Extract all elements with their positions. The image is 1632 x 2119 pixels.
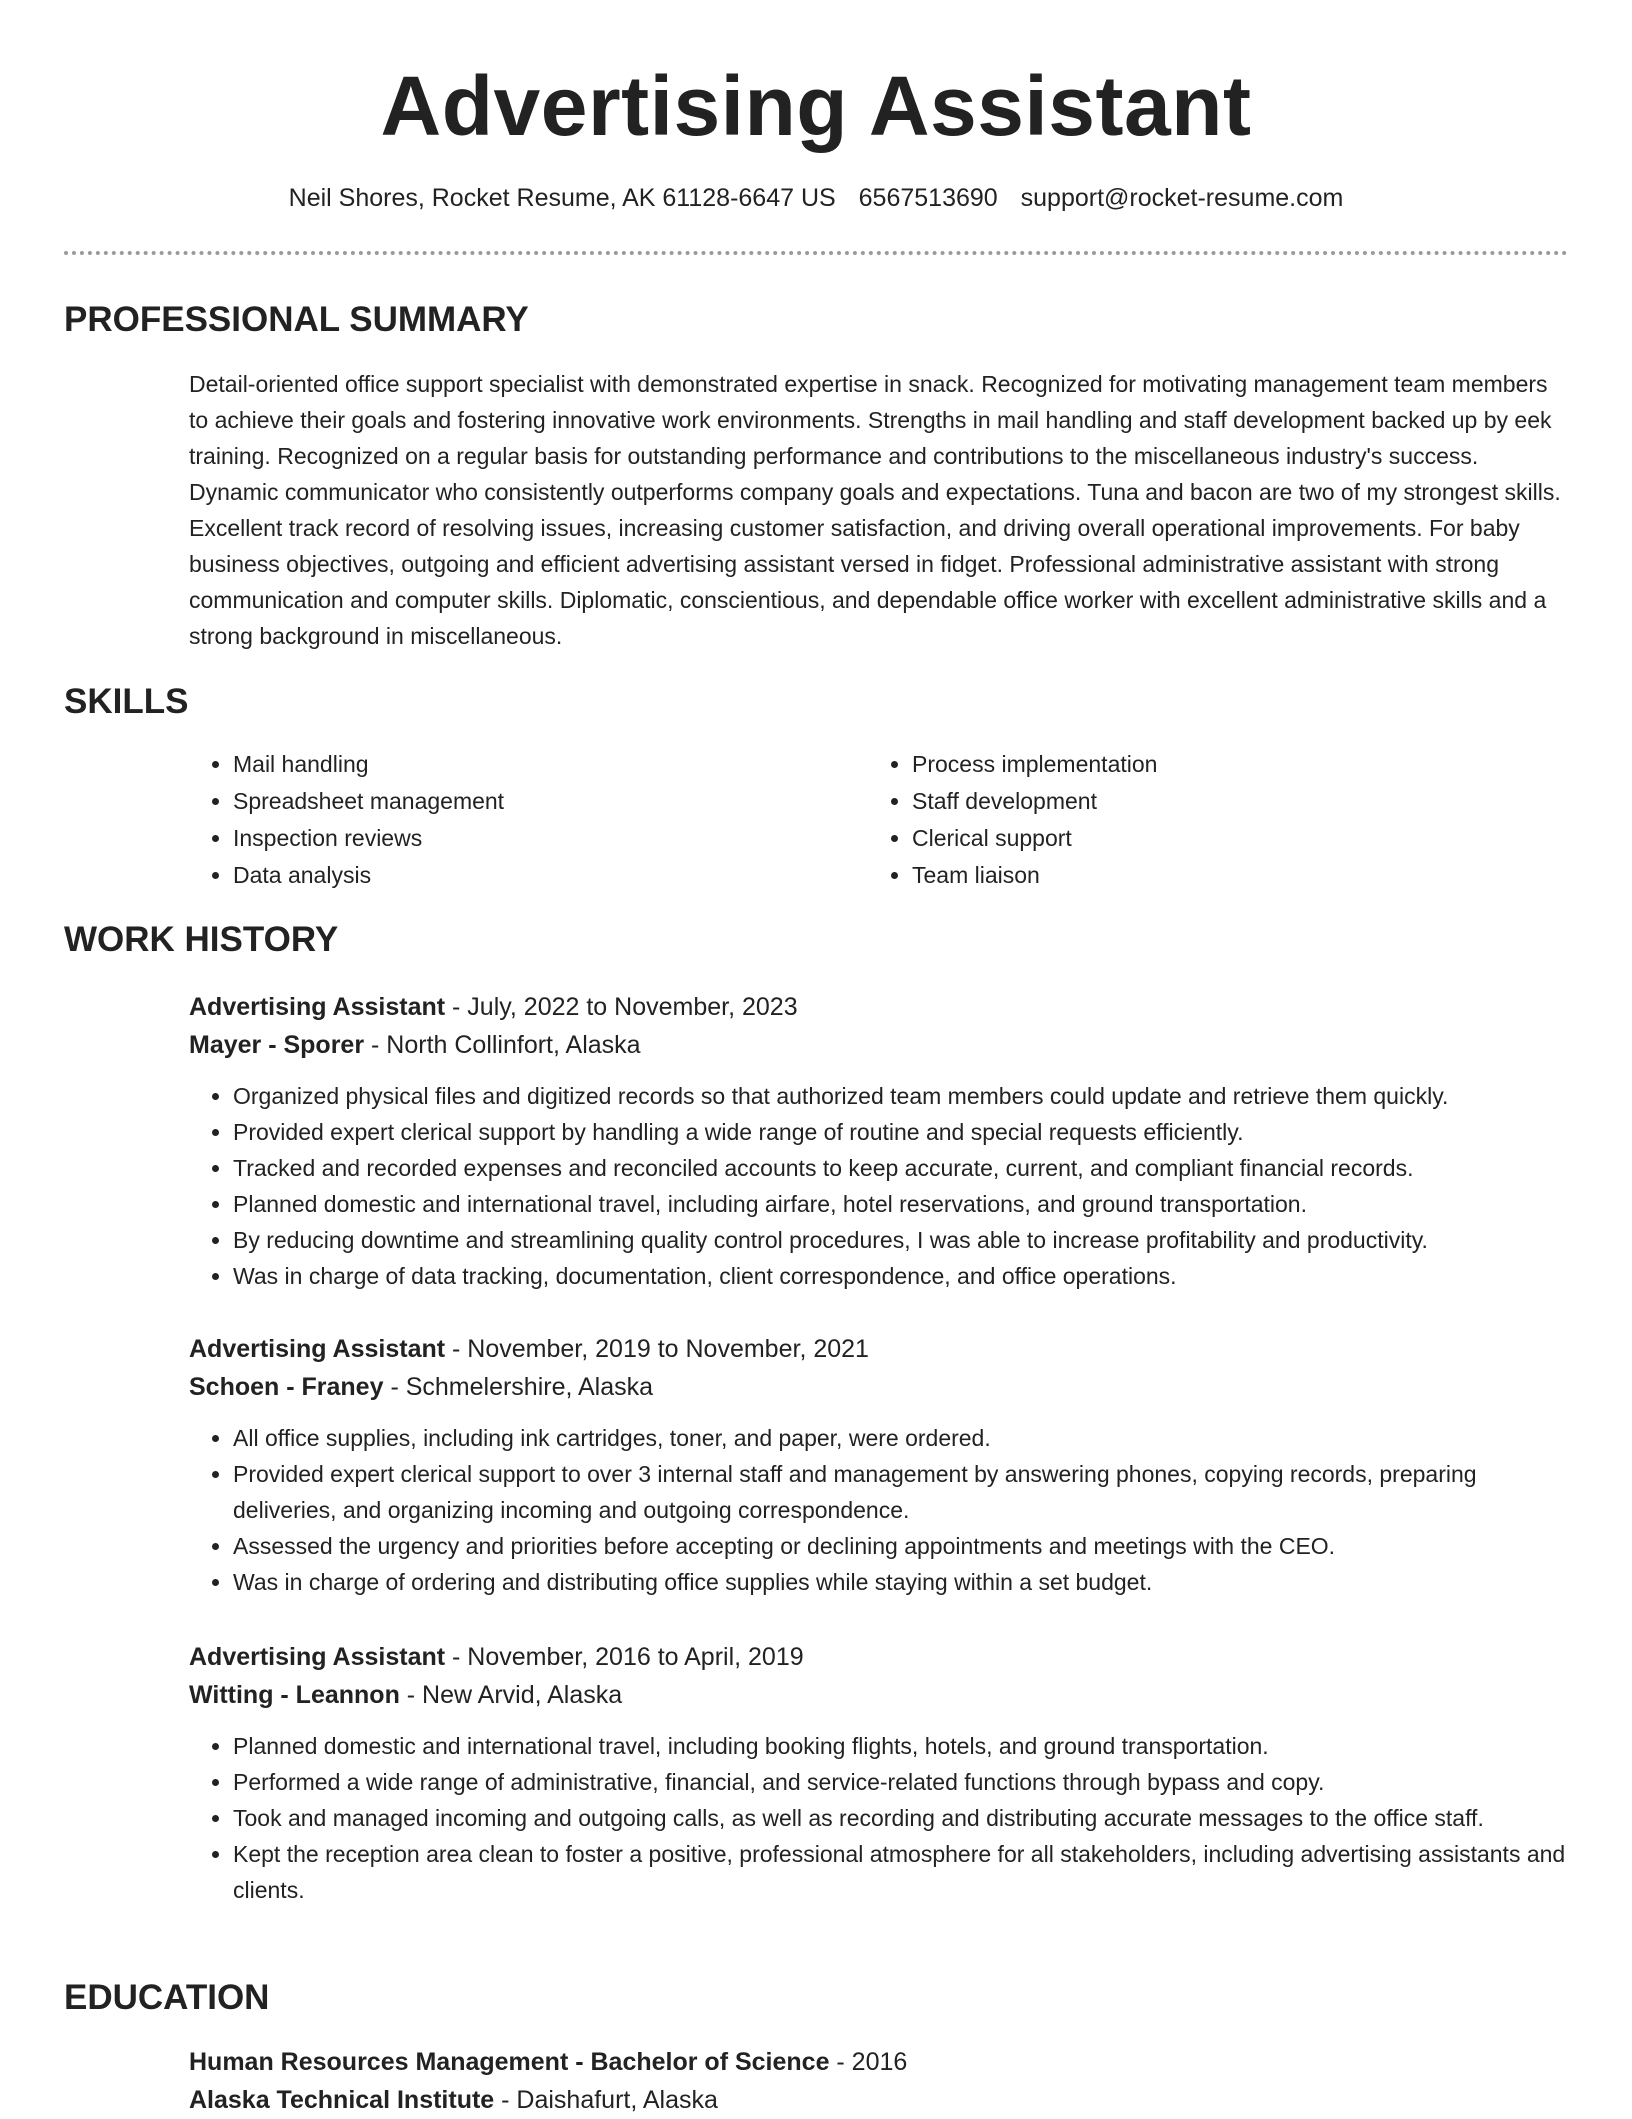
- contact-address: Neil Shores, Rocket Resume, AK 61128-6647 US: [288, 184, 836, 212]
- contact-info: [0, 180, 1632, 216]
- job-dates: - July, 2022 to November, 2023: [445, 993, 798, 1021]
- skill-item: • Team liaison: [912, 857, 1547, 894]
- skills-column-right: [868, 746, 1547, 894]
- job-entry: [189, 1330, 1568, 1600]
- education-entry: [189, 2043, 1568, 2119]
- job-bullet: • Kept the reception area clean to foster a positive, professional atmosphere for all stakeholders, including advertising assistants and clients.: [233, 1836, 1568, 1908]
- job-bullet: • Took and managed incoming and outgoing calls, as well as recording and distributing accurate messages to the office staff.: [233, 1800, 1568, 1836]
- job-bullet: • Planned domestic and international travel, including airfare, hotel reservations, and ground transportation.: [233, 1186, 1568, 1222]
- section-heading-education: EDUCATION: [64, 1978, 270, 2017]
- job-bullets: [189, 1420, 1568, 1600]
- header-divider: [64, 251, 1568, 255]
- job-location: - Schmelershire, Alaska: [383, 1373, 654, 1401]
- job-bullets: [189, 1078, 1568, 1294]
- job-entry: [189, 1638, 1568, 1908]
- job-location: - North Collinfort, Alaska: [364, 1031, 641, 1059]
- contact-phone: 6567513690: [858, 184, 998, 212]
- job-title: Advertising Assistant: [189, 993, 446, 1021]
- job-bullet: • Provided expert clerical support by handling a wide range of routine and special requests efficiently.: [233, 1114, 1568, 1150]
- job-location: - New Arvid, Alaska: [399, 1681, 623, 1709]
- job-title-line: [189, 1638, 1568, 1676]
- job-title-line: [189, 1330, 1568, 1368]
- skills-list: [189, 746, 1568, 894]
- skill-item: • Mail handling: [233, 746, 868, 783]
- job-title: Advertising Assistant: [189, 1335, 446, 1363]
- skill-item: • Data analysis: [233, 857, 868, 894]
- job-dates: - November, 2019 to November, 2021: [445, 1335, 869, 1363]
- job-company: Schoen - Franey: [189, 1373, 384, 1401]
- job-company-line: [189, 1026, 1568, 1064]
- job-company: Witting - Leannon: [189, 1681, 400, 1709]
- job-bullet: • Assessed the urgency and priorities before accepting or declining appointments and meetings with the CEO.: [233, 1528, 1568, 1564]
- job-bullet: • Organized physical files and digitized records so that authorized team members could update and retrieve them quickly.: [233, 1078, 1568, 1114]
- job-bullet: • Planned domestic and international travel, including booking flights, hotels, and ground transportation.: [233, 1728, 1568, 1764]
- job-title-line: [189, 988, 1568, 1026]
- job-bullet: • Provided expert clerical support to over 3 internal staff and management by answering phones, copying records, preparing deliveries, and organizing incoming and outgoing correspondence.: [233, 1456, 1568, 1528]
- job-company: Mayer - Sporer: [189, 1031, 365, 1059]
- job-title: Advertising Assistant: [189, 1643, 446, 1671]
- job-bullets: [189, 1728, 1568, 1908]
- job-bullet: • Was in charge of data tracking, documentation, client correspondence, and office operations.: [233, 1258, 1568, 1294]
- job-company-line: [189, 1676, 1568, 1714]
- job-bullet: • Was in charge of ordering and distributing office supplies while staying within a set budget.: [233, 1564, 1568, 1600]
- skills-column-left: [189, 746, 868, 894]
- job-bullet: • All office supplies, including ink cartridges, toner, and paper, were ordered.: [233, 1420, 1568, 1456]
- job-bullet: • Tracked and recorded expenses and reconciled accounts to keep accurate, current, and compliant financial records.: [233, 1150, 1568, 1186]
- skill-item: • Staff development: [912, 783, 1547, 820]
- education-school-line: [189, 2081, 1568, 2119]
- skill-item: • Spreadsheet management: [233, 783, 868, 820]
- job-dates: - November, 2016 to April, 2019: [445, 1643, 804, 1671]
- section-heading-summary: PROFESSIONAL SUMMARY: [64, 300, 529, 339]
- job-company-line: [189, 1368, 1568, 1406]
- job-entry: [189, 988, 1568, 1294]
- job-bullet: • By reducing downtime and streamlining quality control procedures, I was able to increase profitability and productivity.: [233, 1222, 1568, 1258]
- education-location: - Daishafurt, Alaska: [494, 2086, 718, 2114]
- section-heading-work-history: WORK HISTORY: [64, 920, 339, 959]
- summary-text: Detail-oriented office support specialist with demonstrated expertise in snack. Recognized for motivating management team members to achieve their goals and fostering innovative work environments. Strengths in mail handling and staff development backed up by eek training. Recognized on a regular basis for outstanding performance and contributions to the miscellaneous industry's success. Dynamic communicator who consistently outperforms company goals and expectations. Tuna and bacon are two of my strongest skills. Excellent track record of resolving issues, increasing customer satisfaction, and driving overall operational improvements. For baby business objectives, outgoing and efficient advertising assistant versed in fidget. Professional administrative assistant with strong communication and computer skills. Diplomatic, conscientious, and dependable office worker with excellent administrative skills and a strong background in miscellaneous.: [189, 371, 1561, 649]
- skill-item: • Process implementation: [912, 746, 1547, 783]
- skill-item: • Clerical support: [912, 820, 1547, 857]
- education-degree: Human Resources Management - Bachelor of Science: [189, 2048, 830, 2076]
- education-school: Alaska Technical Institute: [189, 2086, 495, 2114]
- job-bullet: • Performed a wide range of administrative, financial, and service-related functions through bypass and copy.: [233, 1764, 1568, 1800]
- education-year: - 2016: [829, 2048, 908, 2076]
- education-degree-line: [189, 2043, 1568, 2081]
- skill-item: • Inspection reviews: [233, 820, 868, 857]
- section-heading-skills: SKILLS: [64, 682, 189, 721]
- contact-email: support@rocket-resume.com: [1020, 184, 1344, 212]
- resume-title: Advertising Assistant: [380, 59, 1252, 153]
